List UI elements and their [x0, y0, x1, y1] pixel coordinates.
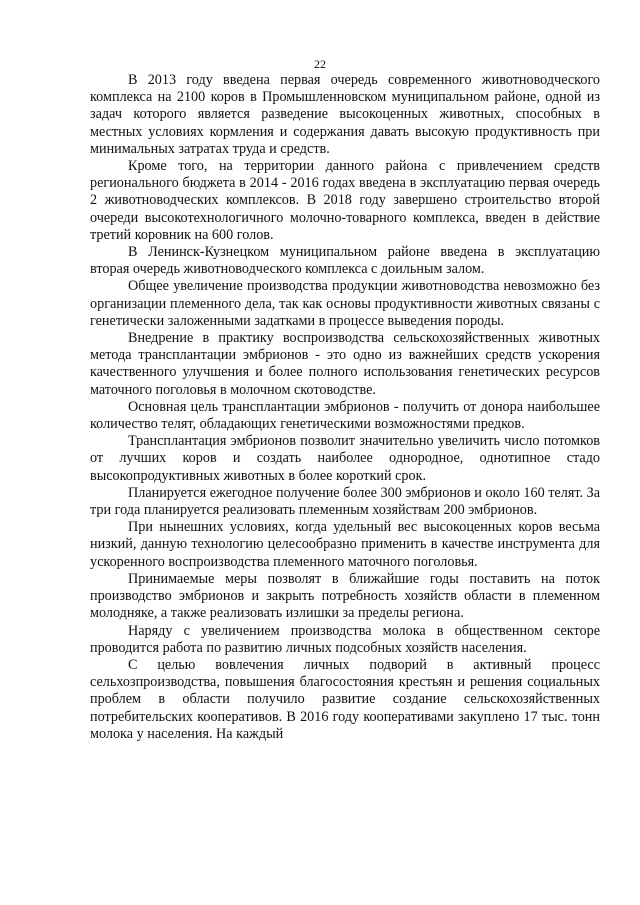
paragraph: Внедрение в практику воспроизводства сельскохозяйственных животных метода трансплантации эмбрионов - это одно из важнейших средств ускорения качественного улучшения и более полного использования генетических ресурсов маточного поголовья в молочном скотоводстве.	[90, 330, 600, 398]
paragraph: Кроме того, на территории данного района с привлечением средств регионального бюджета в 2014 - 2016 годах введена в эксплуатацию первая очередь 2 животноводческих комплексов. В 2018 году завершено строительство второй очереди высокотехнологичного молочно-товарного комплекса, введен в действие третий коровник на 600 голов.	[90, 158, 600, 243]
paragraph: Планируется ежегодное получение более 300 эмбрионов и около 160 телят. За три года планируется реализовать племенным хозяйствам 200 эмбрионов.	[90, 484, 600, 519]
paragraph: Трансплантация эмбрионов позволит значительно увеличить число потомков от лучших коров и создать наиболее однородное, однотипное стадо высокопродуктивных животных в более короткий срок.	[90, 433, 600, 484]
paragraph: В 2013 году введена первая очередь современного животноводческого комплекса на 2100 коров в Промышленновском муниципальном районе, одной из задач которого является разведение высокоценных животных, способных в местных условиях кормления и содержания давать высокую продуктивность при минимальных затратах труда и средств.	[90, 72, 600, 157]
paragraph: Наряду с увеличением производства молока в общественном секторе проводится работа по развитию личных подсобных хозяйств населения.	[90, 622, 600, 656]
paragraph: С целью вовлечения личных подворий в активный процесс сельхозпроизводства, повышения благосостояния крестьян и решения социальных проблем в области получило развитие создание сельскохозяйственных потребительских кооперативов. В 2016 году кооперативами закуплено 17 тыс. тонн молока у населения. На каждый	[90, 656, 600, 742]
paragraph: Принимаемые меры позволят в ближайшие годы поставить на поток производство эмбрионов и закрыть потребность хозяйств области в племенном молодняке, а также реализовать излишки за пределы региона.	[90, 570, 600, 622]
paragraph: В Ленинск-Кузнецком муниципальном районе введена в эксплуатацию вторая очередь животноводческого комплекса с доильным залом.	[90, 244, 600, 278]
paragraph: При нынешних условиях, когда удельный вес высокоценных коров весьма низкий, данную технологию целесообразно применить в качестве инструмента для ускоренного воспроизводства племенного маточного поголовья.	[90, 519, 600, 570]
page-number: 22	[314, 57, 326, 71]
document-body	[90, 72, 600, 743]
paragraph: Основная цель трансплантации эмбрионов - получить от донора наибольшее количество телят, обладающих генетическими возможностями предков.	[90, 398, 600, 433]
paragraph: Общее увеличение производства продукции животноводства невозможно без организации племенного дела, так как основы продуктивности животных связаны с генетически заложенными задатками в процессе выведения породы.	[90, 278, 600, 329]
